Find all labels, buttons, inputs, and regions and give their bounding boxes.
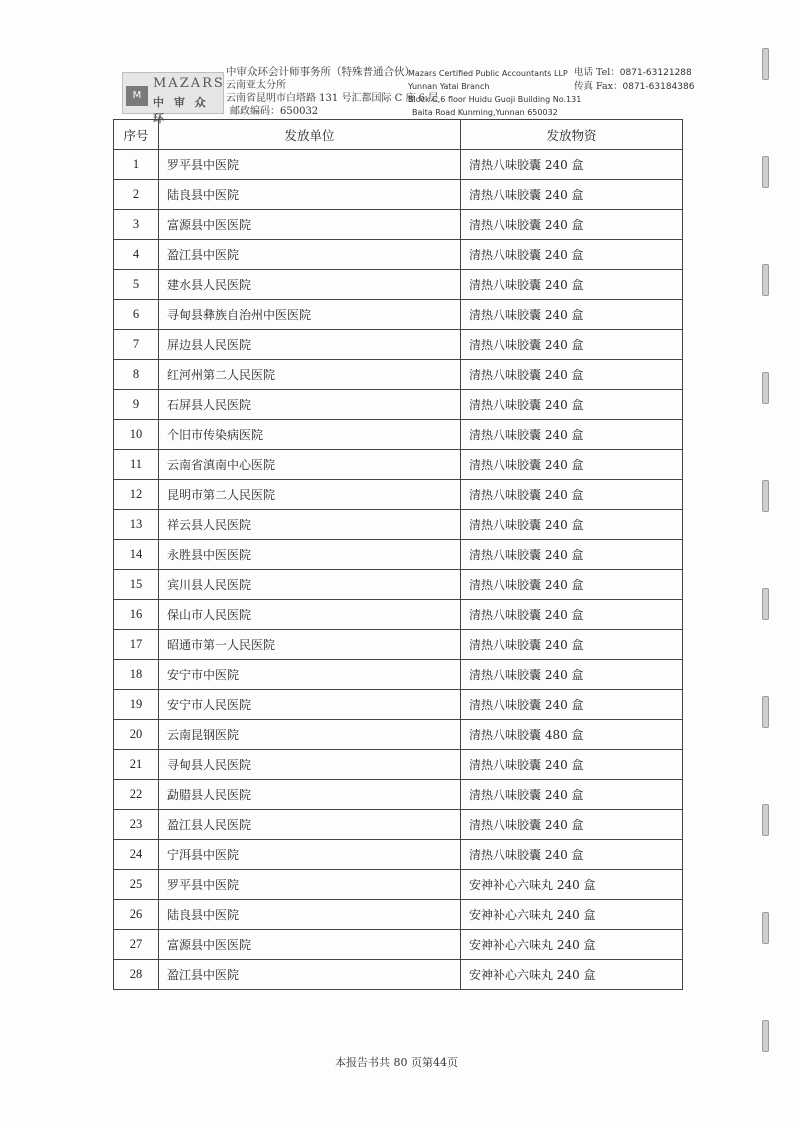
table-row xyxy=(114,420,683,450)
table-row xyxy=(114,210,683,240)
table-row xyxy=(114,840,683,870)
binder-hole xyxy=(762,588,769,620)
logo-text-cn: 中 审 众 环 xyxy=(153,96,209,125)
cell-recipient-unit: 个旧市传染病医院 xyxy=(159,420,461,450)
cell-recipient-unit: 寻甸县人民医院 xyxy=(159,750,461,780)
cell-supplies: 清热八味胶囊 480 盒 xyxy=(461,720,683,750)
header-supplies: 发放物资 xyxy=(461,120,683,150)
cell-recipient-unit: 陆良县中医院 xyxy=(159,180,461,210)
table-row xyxy=(114,450,683,480)
fax-line xyxy=(574,80,694,94)
cell-recipient-unit: 屏边县人民医院 xyxy=(159,330,461,360)
fax-label: 传真 Fax： xyxy=(574,81,623,92)
table-row xyxy=(114,630,683,660)
cell-supplies: 清热八味胶囊 240 盒 xyxy=(461,360,683,390)
table-row xyxy=(114,870,683,900)
page-footer: 本报告书共 80 页第44页 xyxy=(335,1056,458,1069)
cell-recipient-unit: 罗平县中医院 xyxy=(159,150,461,180)
table-row xyxy=(114,660,683,690)
binder-hole xyxy=(762,696,769,728)
cell-supplies: 清热八味胶囊 240 盒 xyxy=(461,780,683,810)
logo-mark-icon: M xyxy=(126,86,148,106)
cell-supplies: 清热八味胶囊 240 盒 xyxy=(461,510,683,540)
cell-supplies: 清热八味胶囊 240 盒 xyxy=(461,270,683,300)
header-recipient-unit: 发放单位 xyxy=(159,120,461,150)
table-row xyxy=(114,570,683,600)
cell-supplies: 清热八味胶囊 240 盒 xyxy=(461,600,683,630)
table-row xyxy=(114,270,683,300)
cell-recipient-unit: 永胜县中医医院 xyxy=(159,540,461,570)
cell-serial-no: 25 xyxy=(114,870,159,900)
cell-recipient-unit: 安宁市人民医院 xyxy=(159,690,461,720)
header-serial-no: 序号 xyxy=(114,120,159,150)
firm-name-cn: 中审众环会计师事务所（特殊普通合伙） xyxy=(226,66,415,78)
cell-supplies: 安神补心六味丸 240 盒 xyxy=(461,870,683,900)
cell-recipient-unit: 云南省滇南中心医院 xyxy=(159,450,461,480)
table-row xyxy=(114,750,683,780)
cell-serial-no: 4 xyxy=(114,240,159,270)
firm-name-en: Mazars Certified Public Accountants LLP xyxy=(408,69,568,78)
cell-serial-no: 14 xyxy=(114,540,159,570)
cell-recipient-unit: 石屏县人民医院 xyxy=(159,390,461,420)
distribution-table xyxy=(113,119,683,990)
cell-recipient-unit: 盈江县中医院 xyxy=(159,240,461,270)
cell-supplies: 清热八味胶囊 240 盒 xyxy=(461,540,683,570)
cell-serial-no: 28 xyxy=(114,960,159,990)
cell-supplies: 清热八味胶囊 240 盒 xyxy=(461,240,683,270)
cell-supplies: 清热八味胶囊 240 盒 xyxy=(461,300,683,330)
cell-serial-no: 8 xyxy=(114,360,159,390)
cell-serial-no: 10 xyxy=(114,420,159,450)
binder-hole xyxy=(762,480,769,512)
table-row xyxy=(114,300,683,330)
table-row xyxy=(114,240,683,270)
table-row xyxy=(114,150,683,180)
cell-supplies: 清热八味胶囊 240 盒 xyxy=(461,210,683,240)
tel-line xyxy=(574,66,694,80)
cell-serial-no: 13 xyxy=(114,510,159,540)
table-row xyxy=(114,390,683,420)
cell-recipient-unit: 宁洱县中医院 xyxy=(159,840,461,870)
address-en-line1: Block C,6 floor Huidu Guoji Building No.131 xyxy=(408,95,582,104)
table-row xyxy=(114,960,683,990)
table-header-row xyxy=(114,120,683,150)
cell-serial-no: 16 xyxy=(114,600,159,630)
table-row xyxy=(114,360,683,390)
cell-serial-no: 15 xyxy=(114,570,159,600)
cell-serial-no: 17 xyxy=(114,630,159,660)
binder-hole xyxy=(762,264,769,296)
cell-serial-no: 12 xyxy=(114,480,159,510)
cell-supplies: 安神补心六味丸 240 盒 xyxy=(461,930,683,960)
table-row xyxy=(114,540,683,570)
cell-recipient-unit: 云南昆钢医院 xyxy=(159,720,461,750)
cell-supplies: 清热八味胶囊 240 盒 xyxy=(461,420,683,450)
cell-recipient-unit: 陆良县中医院 xyxy=(159,900,461,930)
logo-text-en: MAZARS xyxy=(153,76,225,91)
cell-recipient-unit: 盈江县中医院 xyxy=(159,960,461,990)
cell-serial-no: 24 xyxy=(114,840,159,870)
binder-hole xyxy=(762,48,769,80)
cell-recipient-unit: 昭通市第一人民医院 xyxy=(159,630,461,660)
binder-hole xyxy=(762,912,769,944)
cell-recipient-unit: 宾川县人民医院 xyxy=(159,570,461,600)
cell-serial-no: 26 xyxy=(114,900,159,930)
cell-supplies: 清热八味胶囊 240 盒 xyxy=(461,330,683,360)
cell-recipient-unit: 寻甸县彝族自治州中医医院 xyxy=(159,300,461,330)
mazars-logo xyxy=(122,72,225,125)
binder-hole xyxy=(762,372,769,404)
address-en-line2: Baita Road Kunming,Yunnan 650032 xyxy=(412,108,558,117)
cell-serial-no: 11 xyxy=(114,450,159,480)
cell-supplies: 清热八味胶囊 240 盒 xyxy=(461,750,683,780)
fax-number: 0871-63184386 xyxy=(622,82,695,92)
table-row xyxy=(114,330,683,360)
cell-serial-no: 27 xyxy=(114,930,159,960)
cell-supplies: 清热八味胶囊 240 盒 xyxy=(461,630,683,660)
table-row xyxy=(114,900,683,930)
cell-recipient-unit: 保山市人民医院 xyxy=(159,600,461,630)
cell-supplies: 清热八味胶囊 240 盒 xyxy=(461,480,683,510)
table-row xyxy=(114,720,683,750)
binder-hole xyxy=(762,156,769,188)
contact-info xyxy=(574,66,694,94)
address-cn: 云南省昆明市白塔路 131 号汇都国际 C 座 6 层 xyxy=(226,93,439,104)
cell-serial-no: 18 xyxy=(114,660,159,690)
cell-recipient-unit: 富源县中医医院 xyxy=(159,930,461,960)
cell-supplies: 清热八味胶囊 240 盒 xyxy=(461,660,683,690)
firm-info-en xyxy=(408,67,581,119)
cell-supplies: 清热八味胶囊 240 盒 xyxy=(461,450,683,480)
cell-serial-no: 1 xyxy=(114,150,159,180)
branch-name-en: Yunnan Yatai Branch xyxy=(408,82,490,91)
cell-recipient-unit: 勐腊县人民医院 xyxy=(159,780,461,810)
cell-supplies: 清热八味胶囊 240 盒 xyxy=(461,810,683,840)
cell-serial-no: 2 xyxy=(114,180,159,210)
firm-info-cn xyxy=(226,66,438,118)
branch-name-cn: 云南亚太分所 xyxy=(226,80,286,91)
letterhead xyxy=(122,66,695,125)
cell-recipient-unit: 昆明市第二人民医院 xyxy=(159,480,461,510)
cell-serial-no: 9 xyxy=(114,390,159,420)
binder-hole xyxy=(762,1020,769,1052)
tel-label: 电话 Tel： xyxy=(574,67,620,78)
cell-recipient-unit: 祥云县人民医院 xyxy=(159,510,461,540)
cell-supplies: 清热八味胶囊 240 盒 xyxy=(461,150,683,180)
table-row xyxy=(114,180,683,210)
cell-recipient-unit: 富源县中医医院 xyxy=(159,210,461,240)
cell-serial-no: 20 xyxy=(114,720,159,750)
table-row xyxy=(114,600,683,630)
cell-serial-no: 6 xyxy=(114,300,159,330)
cell-serial-no: 19 xyxy=(114,690,159,720)
cell-recipient-unit: 罗平县中医院 xyxy=(159,870,461,900)
table-row xyxy=(114,690,683,720)
cell-supplies: 清热八味胶囊 240 盒 xyxy=(461,180,683,210)
cell-recipient-unit: 建水县人民医院 xyxy=(159,270,461,300)
cell-recipient-unit: 红河州第二人民医院 xyxy=(159,360,461,390)
postcode-cn: 邮政编码：650032 xyxy=(230,106,319,117)
table-row xyxy=(114,480,683,510)
binder-hole xyxy=(762,804,769,836)
table-row xyxy=(114,930,683,960)
table-row xyxy=(114,810,683,840)
cell-supplies: 清热八味胶囊 240 盒 xyxy=(461,570,683,600)
cell-supplies: 安神补心六味丸 240 盒 xyxy=(461,900,683,930)
cell-supplies: 清热八味胶囊 240 盒 xyxy=(461,840,683,870)
cell-supplies: 清热八味胶囊 240 盒 xyxy=(461,690,683,720)
tel-number: 0871-63121288 xyxy=(619,68,692,78)
table-row xyxy=(114,780,683,810)
table-row xyxy=(114,510,683,540)
cell-serial-no: 23 xyxy=(114,810,159,840)
cell-recipient-unit: 盈江县人民医院 xyxy=(159,810,461,840)
cell-serial-no: 3 xyxy=(114,210,159,240)
cell-supplies: 清热八味胶囊 240 盒 xyxy=(461,390,683,420)
cell-serial-no: 21 xyxy=(114,750,159,780)
table-body xyxy=(114,150,683,990)
cell-serial-no: 22 xyxy=(114,780,159,810)
cell-recipient-unit: 安宁市中医院 xyxy=(159,660,461,690)
cell-supplies: 安神补心六味丸 240 盒 xyxy=(461,960,683,990)
cell-serial-no: 7 xyxy=(114,330,159,360)
cell-serial-no: 5 xyxy=(114,270,159,300)
